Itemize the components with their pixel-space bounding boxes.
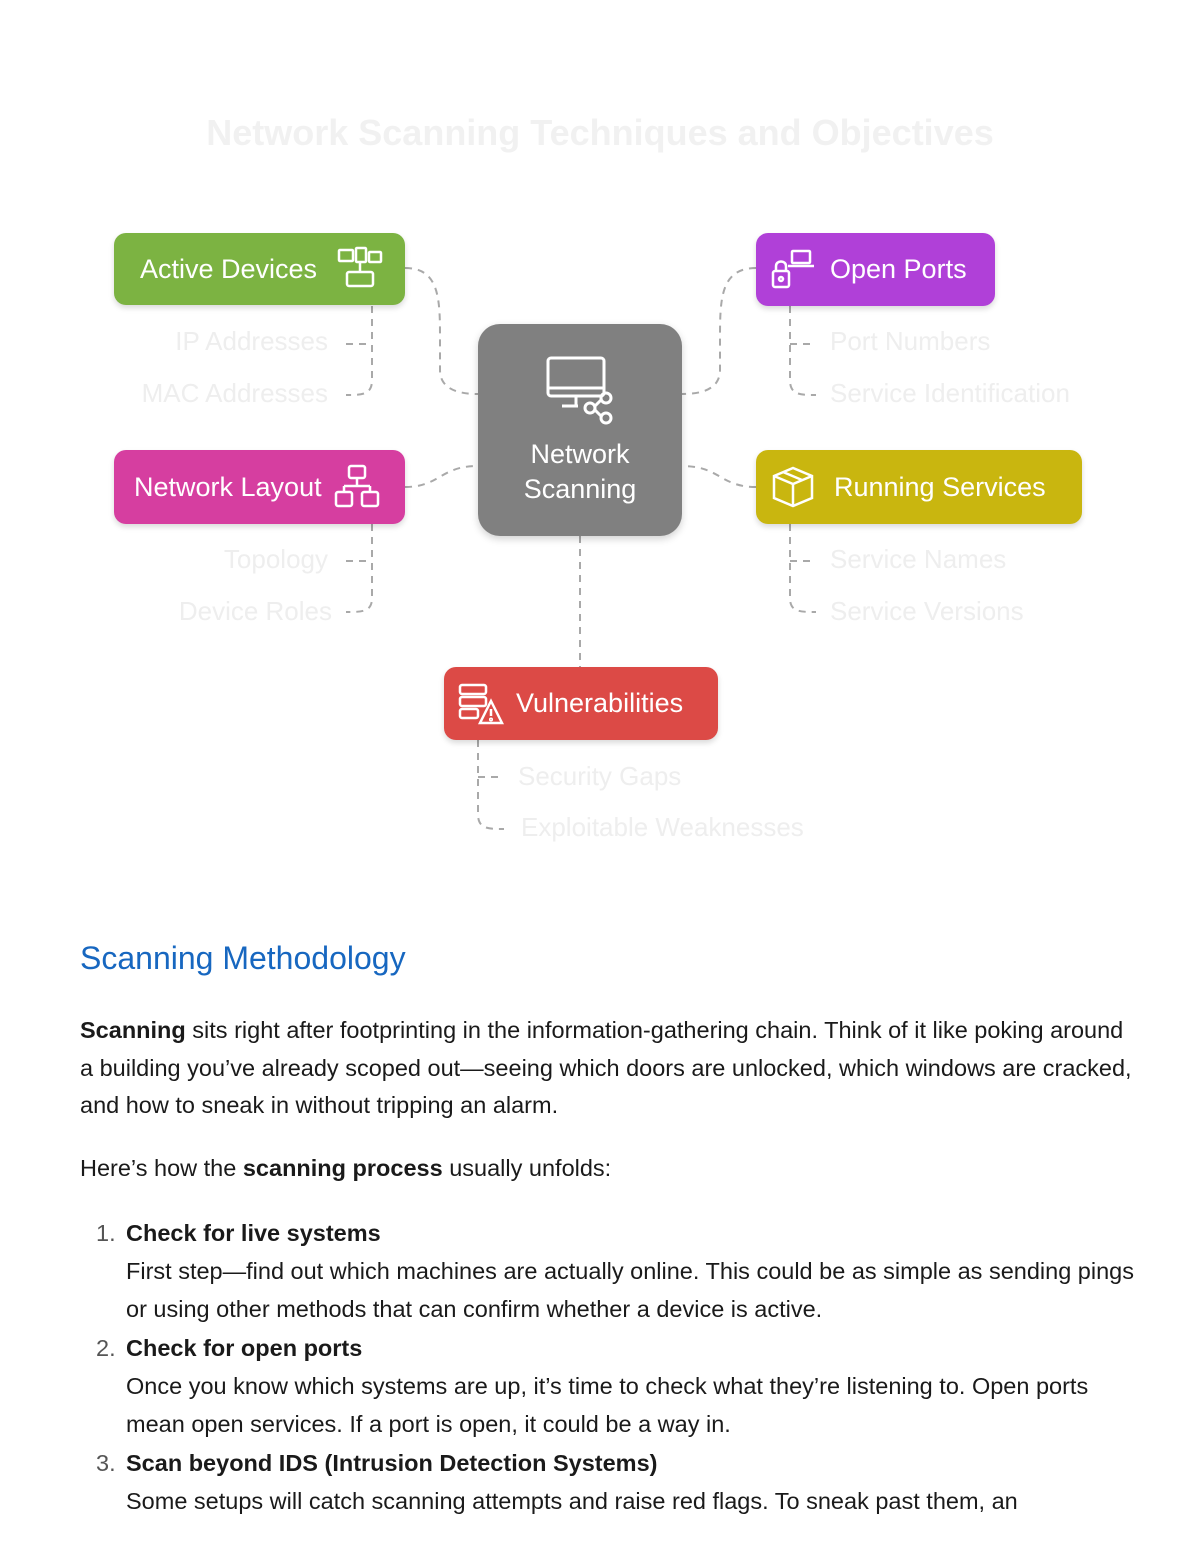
list-item-description: Once you know which systems are up, it’s time to check what they’re listening to. Open ports mean open services. If a port is open, it could be a way in. (126, 1373, 1089, 1437)
process-paragraph (80, 1150, 1140, 1188)
center-node-network-scanning (478, 324, 682, 536)
steps-list (96, 1214, 1140, 1521)
process-text-pre: Here’s how the (80, 1155, 243, 1181)
list-item-title: Scan beyond IDS (Intrusion Detection Systems) (126, 1450, 658, 1476)
list-item-description: Some setups will catch scanning attempts and raise red flags. To sneak past them, an (126, 1488, 1018, 1514)
devices-icon (337, 246, 383, 292)
connector-open-ports (682, 268, 756, 394)
sub-service-versions: Service Versions (830, 596, 1024, 626)
diagram-title: Network Scanning Techniques and Objectives (206, 112, 994, 153)
list-item-number: 3. (96, 1450, 116, 1476)
list-item-description: First step—find out which machines are actually online. This could be as simple as sending pings or using other methods that can confirm whether a device is active. (126, 1258, 1134, 1322)
sub-device-roles: Device Roles (178, 596, 332, 626)
sub-security-gaps: Security Gaps (518, 761, 682, 791)
list-item-title: Check for open ports (126, 1335, 363, 1361)
server-warning-icon (458, 681, 504, 727)
connector-service-versions (790, 524, 816, 612)
node-running-services-label: Running Services (834, 471, 1046, 502)
intro-text: sits right after footprinting in the information-gathering chain. Think of it like poking around a building you’ve already scoped out—seeing which doors are unlocked, which windows are cracked, and how to sneak in without tripping an alarm. (80, 1017, 1132, 1118)
article-body (80, 940, 1140, 1514)
connector-mac (346, 306, 372, 395)
intro-paragraph (80, 1012, 1140, 1125)
sub-topology: Topology (223, 544, 328, 574)
node-network-layout-label: Network Layout (134, 471, 322, 502)
connector-network-layout (405, 466, 478, 487)
list-item-number: 2. (96, 1335, 116, 1361)
list-item-title: Check for live systems (126, 1220, 381, 1246)
monitor-network-icon (544, 354, 616, 431)
list-item (96, 1329, 1140, 1443)
node-vulnerabilities (444, 667, 718, 740)
hierarchy-icon (334, 464, 380, 510)
process-text-post: usually unfolds: (442, 1155, 612, 1181)
center-node-label: Network Scanning (523, 439, 637, 504)
sub-exploitable-weaknesses: Exploitable Weaknesses (521, 812, 804, 842)
node-open-ports-label: Open Ports (830, 254, 967, 284)
sub-mac-addresses: MAC Addresses (141, 378, 328, 408)
node-active-devices-label: Active Devices (140, 253, 318, 284)
connector-exploitable (478, 740, 504, 829)
node-running-services (756, 450, 1082, 524)
node-active-devices (114, 233, 405, 305)
node-network-layout (114, 450, 405, 524)
list-item (96, 1214, 1140, 1328)
sub-port-numbers: Port Numbers (830, 326, 991, 356)
sub-ip-addresses: IP Addresses (175, 326, 328, 356)
intro-bold-term: Scanning (80, 1017, 186, 1043)
sub-service-names: Service Names (830, 544, 1007, 574)
list-item-number: 1. (96, 1220, 116, 1246)
lock-laptop-icon (770, 247, 816, 293)
node-open-ports (756, 233, 995, 306)
connector-device-roles (346, 524, 372, 612)
connector-service-id (790, 306, 816, 395)
connector-running-services (682, 466, 756, 487)
node-vulnerabilities-label: Vulnerabilities (516, 688, 684, 718)
connector-active-devices (405, 268, 478, 394)
section-heading: Scanning Methodology (80, 940, 406, 976)
box-icon (770, 464, 816, 510)
sub-service-identification: Service Identification (830, 378, 1070, 408)
process-bold-term: scanning process (242, 1155, 443, 1181)
list-item (96, 1444, 1140, 1520)
